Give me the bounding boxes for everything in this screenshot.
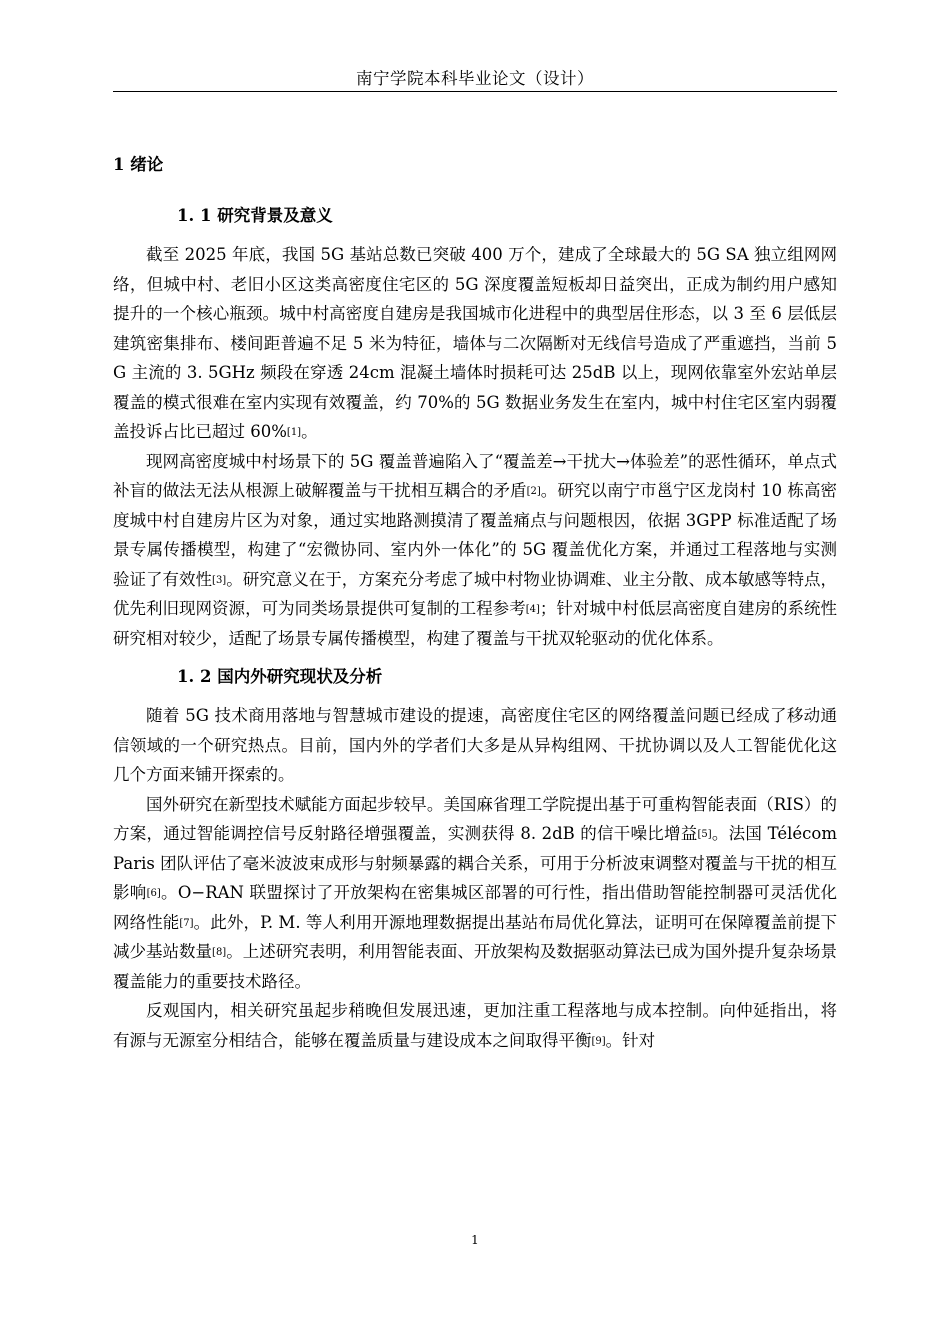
text-run: 。上述研究表明，利用智能表面、开放架构及数据驱动算法已成为国外提升复杂场景覆盖能力的重要技术路径。 (113, 942, 838, 991)
chapter-heading: 1 绪论 (113, 155, 164, 174)
text-run: 。此外，P. M. 等人利用开源地理数据提出基站布局优化算法，证明可在保障覆盖前提下减少基站数量 (113, 912, 837, 961)
paragraph-5 (113, 996, 837, 1055)
citation-ref[interactable]: [5] (697, 829, 712, 840)
citation-ref[interactable]: [1] (286, 427, 302, 438)
document-body (113, 150, 837, 1055)
citation-ref[interactable]: [4] (525, 604, 540, 615)
citation-ref[interactable]: [7] (179, 917, 194, 929)
paragraph-4 (113, 790, 837, 997)
paragraph-1 (113, 240, 837, 447)
text-run: 。 (301, 422, 318, 441)
text-run: 。针对 (605, 1030, 656, 1050)
text-run: 现网高密度城中村场景下的 5G 覆盖普遍陷入了“覆盖差→干扰大→体验差”的恶性循环，单点式补盲的做法无法从根源上破解覆盖与干扰相互耦合的矛盾 (113, 451, 837, 500)
paragraph-3 (113, 701, 837, 790)
text-run: 随着 5G 技术商用落地与智慧城市建设的提速，高密度住宅区的网络覆盖问题已经成了移动通信领域的一个研究热点。目前，国内外的学者们大多是从异构组网、干扰协调以及人工智能优化这几个方面来铺开探索的。 (113, 706, 837, 784)
header-rule (113, 91, 837, 92)
text-run: 。法国 Télécom Paris 团队评估了毫米波波束成形与射频暴露的耦合关系，可用于分析波束调整对覆盖与干扰的相互影响 (113, 824, 837, 902)
citation-ref[interactable]: [9] (591, 1035, 606, 1047)
paragraph-2 (113, 447, 837, 654)
text-run: ；针对城中村低层高密度自建房的系统性研究相对较少，适配了场景专属传播模型，构建了覆盖与干扰双轮驱动的优化体系。 (113, 599, 838, 648)
text-run: 国外研究在新型技术赋能方面起步较早。美国麻省理工学院提出基于可重构智能表面（RIS）的方案，通过智能调控信号反射路径增强覆盖，实测获得 8. 2dB 的信干噪比增益 (113, 794, 837, 843)
text-run: 反观国内，相关研究虽起步稍晚但发展迅速，更加注重工程落地与成本控制。向仲延指出，将有源与无源室分相结合，能够在覆盖质量与建设成本之间取得平衡 (113, 1001, 837, 1050)
page-number: 1 (471, 1233, 479, 1247)
text-run: 。研究意义在于，方案充分考虑了城中村物业协调难、业主分散、成本敏感等特点，优先利旧现网资源，可为同类场景提供可复制的工程参考 (113, 569, 838, 618)
text-run: 。研究以南宁市邕宁区龙岗村 10 栋高密度城中村自建房片区为对象，通过实地路测摸清了覆盖痛点与问题根因，依据 3GPP 标准适配了场景专属传播模型，构建了“宏微协同、室内外一体化”的 5G 覆盖优化方案，并通过工程落地与实测验证了有效性 (113, 481, 838, 589)
running-header: 南宁学院本科毕业论文（设计） (356, 69, 594, 88)
text-run: 截至 2025 年底，我国 5G 基站总数已突破 400 万个，建成了全球最大的 5G SA 独立组网网络，但城中村、老旧小区这类高密度住宅区的 5G 深度覆盖短板却日益突出，正成为制约用户感知提升的一个核心瓶颈。城中村高密度自建房是我国城市化进程中的典型居住形态，以 3 至 6 层低层建筑密集排布、楼间距普遍不足 5 米为特征，墙体与二次隔断对无线信号造成了严重遮挡，当前 5G 主流的 3. 5GHz 频段在穿透 24cm 混凝土墙体时损耗可达 25dB 以上，现网依靠室外宏站单层覆盖的模式很难在室内实现有效覆盖，约 70%的 5G 数据业务发生在室内，城中村住宅区室内弱覆盖投诉占比已超过 60% (113, 245, 837, 441)
section-heading-1-1: 1. 1 研究背景及意义 (177, 206, 333, 225)
section-heading-1-2: 1. 2 国内外研究现状及分析 (177, 667, 383, 686)
citation-ref[interactable]: [8] (212, 947, 227, 958)
text-run: 。O−RAN 联盟探讨了开放架构在密集城区部署的可行性，指出借助智能控制器可灵活优化网络性能 (113, 883, 838, 932)
citation-ref[interactable]: [6] (146, 888, 161, 899)
citation-ref[interactable]: [2] (526, 486, 541, 497)
citation-ref[interactable]: [3] (212, 574, 227, 586)
